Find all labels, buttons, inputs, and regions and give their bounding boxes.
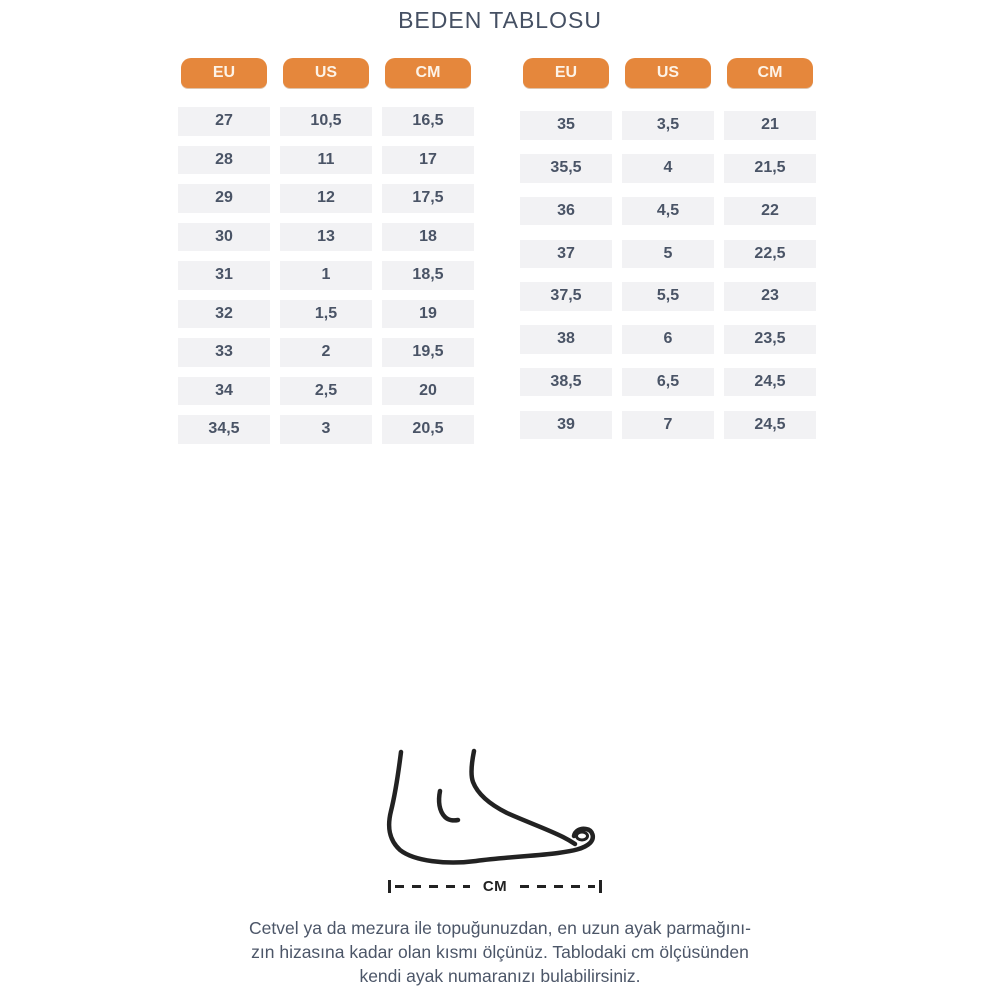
- column-header-cm: CM: [727, 58, 813, 88]
- table-cell: 38: [520, 325, 612, 354]
- cm-label: CM: [482, 877, 508, 895]
- table-cell: 24,5: [724, 411, 816, 440]
- cm-measure-line: [388, 876, 602, 896]
- table-cell: 4,5: [622, 197, 714, 226]
- table-cell: 11: [280, 146, 372, 175]
- size-table-left: [178, 58, 474, 444]
- table-cell: 19: [382, 300, 474, 329]
- instruction-line: Cetvel ya da mezura ile topuğunuzdan, en uzun ayak parmağını-: [249, 918, 751, 938]
- table-cell: 4: [622, 154, 714, 183]
- table-cell: 22,5: [724, 240, 816, 269]
- table-cell: 6: [622, 325, 714, 354]
- table-cell: 7: [622, 411, 714, 440]
- table-cell: 21,5: [724, 154, 816, 183]
- measure-right-cap: [599, 880, 602, 893]
- table-cell: 38,5: [520, 368, 612, 397]
- table-cell: 34: [178, 377, 270, 406]
- table-cell: 30: [178, 223, 270, 252]
- table-cell: 10,5: [280, 107, 372, 136]
- column-header-eu: EU: [181, 58, 267, 88]
- table-cell: 24,5: [724, 368, 816, 397]
- table-cell: 20: [382, 377, 474, 406]
- instruction-line: zın hizasına kadar olan kısmı ölçünüz. Tablodaki cm ölçüsünden: [251, 942, 749, 962]
- table-cell: 21: [724, 111, 816, 140]
- table-cell: 19,5: [382, 338, 474, 367]
- table-cell: 2,5: [280, 377, 372, 406]
- table-cell: 29: [178, 184, 270, 213]
- table-cell: 18: [382, 223, 474, 252]
- page-title: BEDEN TABLOSU: [398, 7, 602, 33]
- table-cell: 5: [622, 240, 714, 269]
- table-cell: 31: [178, 261, 270, 290]
- table-cell: 1: [280, 261, 372, 290]
- column-header-us: US: [283, 58, 369, 88]
- table-cell: 37: [520, 240, 612, 269]
- table-cell: 28: [178, 146, 270, 175]
- foot-illustration-icon: [386, 748, 602, 872]
- instruction-line: kendi ayak numaranızı bulabilirsiniz.: [359, 966, 641, 986]
- table-cell: 5,5: [622, 282, 714, 311]
- table-cell: 17: [382, 146, 474, 175]
- table-cell: 3: [280, 415, 372, 444]
- table-cell: 35: [520, 111, 612, 140]
- table-cell: 1,5: [280, 300, 372, 329]
- measure-left-cap: [388, 880, 391, 893]
- table-cell: 33: [178, 338, 270, 367]
- table-cell: 3,5: [622, 111, 714, 140]
- table-cell: 18,5: [382, 261, 474, 290]
- table-cell: 27: [178, 107, 270, 136]
- table-cell: 2: [280, 338, 372, 367]
- table-cell: 6,5: [622, 368, 714, 397]
- measure-dashes-left: [395, 885, 470, 888]
- column-header-eu: EU: [523, 58, 609, 88]
- table-cell: 20,5: [382, 415, 474, 444]
- table-cell: 23: [724, 282, 816, 311]
- column-header-cm: CM: [385, 58, 471, 88]
- table-cell: 12: [280, 184, 372, 213]
- table-cell: 34,5: [178, 415, 270, 444]
- table-cell: 39: [520, 411, 612, 440]
- table-cell: 23,5: [724, 325, 816, 354]
- measure-dashes-right: [520, 885, 595, 888]
- table-cell: 35,5: [520, 154, 612, 183]
- table-cell: 13: [280, 223, 372, 252]
- size-tables-container: [178, 58, 816, 444]
- table-cell: 32: [178, 300, 270, 329]
- measurement-instructions: [0, 916, 1000, 988]
- table-cell: 22: [724, 197, 816, 226]
- table-cell: 17,5: [382, 184, 474, 213]
- column-header-us: US: [625, 58, 711, 88]
- size-table-right: [520, 58, 816, 444]
- table-cell: 36: [520, 197, 612, 226]
- table-cell: 37,5: [520, 282, 612, 311]
- table-cell: 16,5: [382, 107, 474, 136]
